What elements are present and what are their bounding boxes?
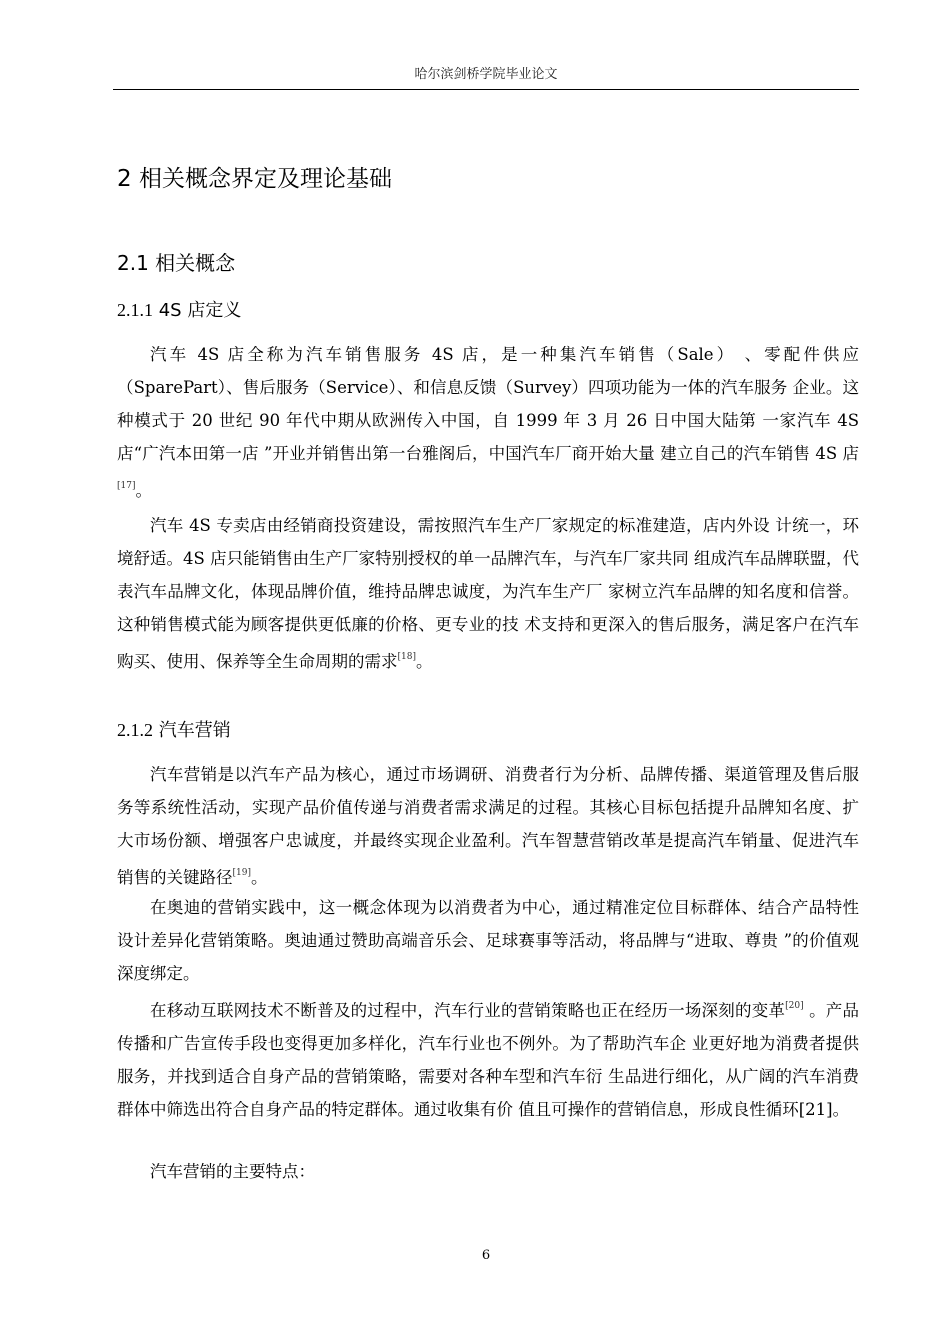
chapter-title: 2 相关概念界定及理论基础 — [117, 166, 392, 192]
subsection-heading-4s — [117, 296, 241, 325]
paragraph — [117, 509, 859, 678]
paragraph-text: 汽车 4S 店全称为汽车销售服务 4S 店，是一种集汽车销售（Sale） 、零配件供应 （SparePart）、售后服务（Service）、和信息反馈（Survey）四项功能为一体的汽车服务 企业。这种模式于 20 世纪 90 年代中期从欧洲传入中国，自 1999 年 3 月 26 日中国大陆第 一家汽车 4S 店“广汽本田第一店 ”开业并销售出第一台雅阁后，中国汽车厂商开始大量 建立自己的汽车销售 4S 店 — [117, 345, 859, 463]
subsection-title: 汽车营销 — [158, 720, 231, 741]
subsection-number: 2.1.1 — [117, 300, 153, 320]
paragraph-end: 。 — [250, 868, 268, 887]
citation: [17] — [117, 481, 136, 491]
running-header: 哈尔滨剑桥学院毕业论文 — [414, 67, 558, 82]
paragraph — [117, 891, 859, 990]
subsection-heading-marketing — [117, 716, 231, 745]
page-number: 6 — [481, 1248, 491, 1263]
paragraph-text: 在移动互联网技术不断普及的过程中，汽车行业的营销策略也正在经历一场深刻的变革 — [150, 1001, 786, 1020]
paragraph-end: 。 — [415, 652, 433, 671]
paragraph-text: 汽车营销是以汽车产品为核心，通过市场调研、消费者行为分析、品牌传播、渠道管理及售后服务等系统性活动，实现产品价值传递与消费者需求满足的过程。其核心目标包括提升品牌知名度、扩大市场份额、增强客户忠诚度，并最终实现企业盈利。汽车智慧营销改革是提高汽车销量、促进汽车销售的关键路径 — [117, 765, 859, 887]
paragraph — [117, 990, 859, 1126]
paragraph — [117, 1155, 859, 1188]
paragraph — [117, 338, 859, 507]
citation: [20] — [785, 1001, 804, 1011]
subsection-title: 4S 店定义 — [158, 300, 242, 321]
paragraph — [117, 758, 859, 894]
paragraph-text: 汽车 4S 专卖店由经销商投资建设，需按照汽车生产厂家规定的标准建造，店内外设 计统一，环境舒适。4S 店只能销售由生产厂家特别授权的单一品牌汽车，与汽车厂家共同 组成汽车品牌联盟，代表汽车品牌文化，体现品牌价值，维持品牌忠诚度，为汽车生产厂 家树立汽车品牌的知名度和信誉。这种销售模式能为顾客提供更低廉的价格、更专业的技 术支持和更深入的售后服务，满足客户在汽车购买、使用、保养等全生命周期的需求 — [117, 516, 859, 671]
paragraph-text: 汽车营销的主要特点： — [150, 1162, 315, 1181]
header-rule — [113, 89, 859, 90]
section-title: 2.1 相关概念 — [117, 251, 236, 275]
subsection-number: 2.1.2 — [117, 720, 153, 740]
citation: [18] — [397, 652, 416, 662]
paragraph-end: 。产品传播和广告宣传手段也变得更加多样化，汽车行业也不例外。为了帮助汽车企 业更好地为消费者提供服务，并找到适合自身产品的营销策略，需要对各种车型和汽车衍 生品进行细化，从广阔的汽车消费群体中筛选出符合自身产品的特定群体。通过收集有价 值且可操作的营销信息，形成良性循环[21]。 — [117, 1001, 859, 1119]
paragraph-end: 。 — [135, 481, 152, 500]
citation: [19] — [232, 868, 251, 878]
paragraph-text: 在奥迪的营销实践中，这一概念体现为以消费者为中心，通过精准定位目标群体、结合产品特性设计差异化营销策略。奥迪通过赞助高端音乐会、足球赛事等活动，将品牌与“进取、尊贵 ”的价值观深度绑定。 — [117, 898, 859, 983]
